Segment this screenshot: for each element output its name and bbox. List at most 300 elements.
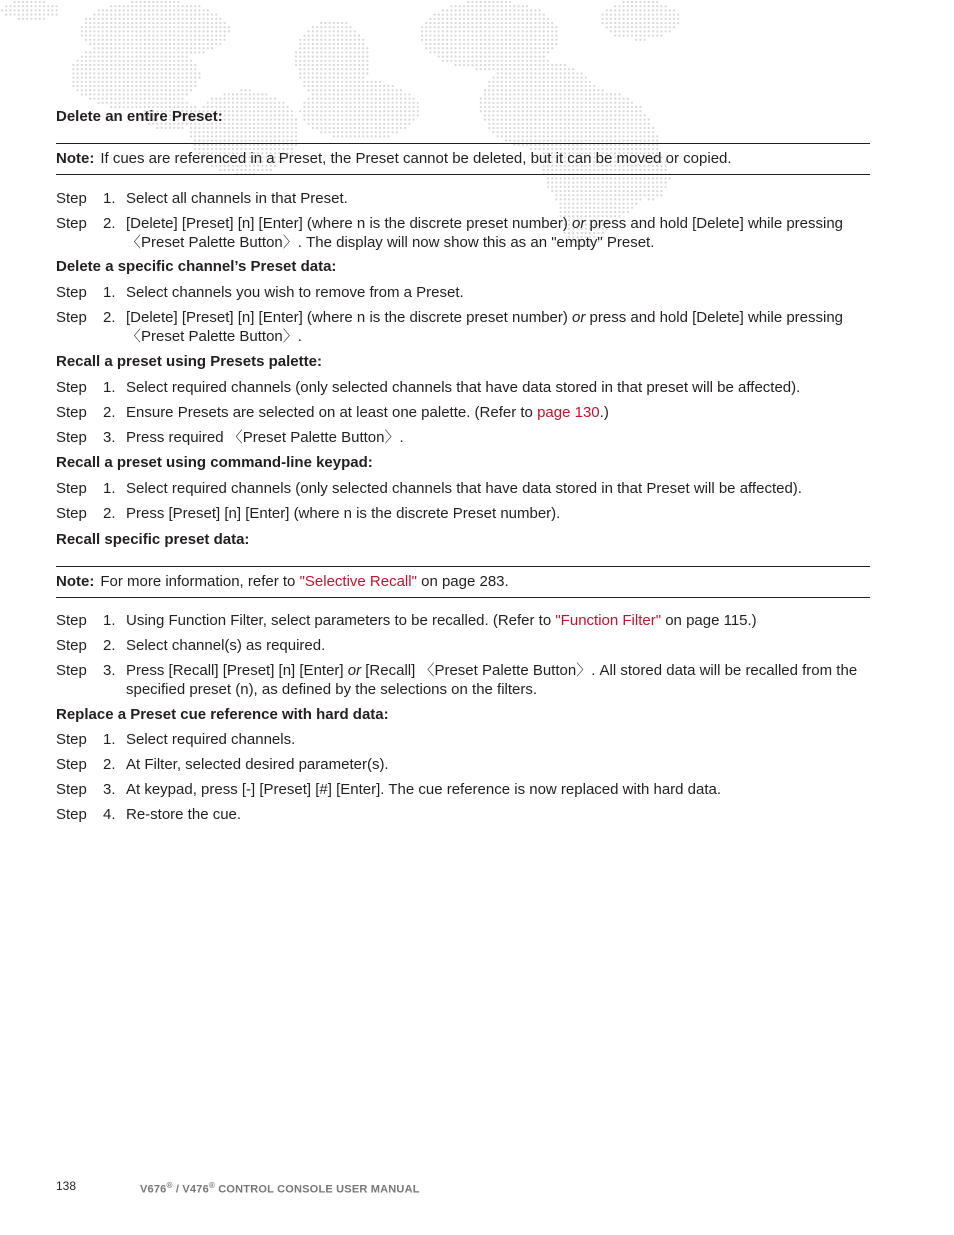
map-dot <box>618 26 620 28</box>
step-word: Step <box>56 662 87 679</box>
map-dot <box>89 43 91 45</box>
map-dot <box>144 39 146 41</box>
map-dot <box>526 30 528 32</box>
map-dot <box>127 9 129 11</box>
map-dot <box>177 9 179 11</box>
map-dot <box>455 64 457 66</box>
map-dot <box>161 14 163 16</box>
map-dot <box>152 26 154 28</box>
map-dot <box>471 39 473 41</box>
map-dot <box>333 60 335 62</box>
map-dot <box>480 22 482 24</box>
map-dot <box>505 14 507 16</box>
map-dot <box>135 102 137 104</box>
map-dot <box>354 102 356 104</box>
map-dot <box>253 93 255 95</box>
map-dot <box>81 85 83 87</box>
map-dot <box>312 68 314 70</box>
map-dot <box>161 26 163 28</box>
map-dot <box>362 93 364 95</box>
map-dot <box>581 89 583 91</box>
map-dot <box>459 47 461 49</box>
map-dot <box>228 102 230 104</box>
map-dot <box>144 68 146 70</box>
map-dot <box>106 9 108 11</box>
map-dot <box>614 102 616 104</box>
map-dot <box>639 9 641 11</box>
map-dot <box>526 47 528 49</box>
step-word: Step <box>56 284 87 301</box>
map-dot <box>539 60 541 62</box>
map-dot <box>341 64 343 66</box>
map-dot <box>526 5 528 7</box>
selective-recall-link[interactable]: "Selective Recall" <box>299 573 417 590</box>
map-dot <box>177 93 179 95</box>
map-dot <box>610 14 612 16</box>
map-dot <box>123 51 125 53</box>
map-dot <box>547 60 549 62</box>
map-dot <box>345 98 347 100</box>
map-dot <box>589 85 591 87</box>
map-dot <box>484 14 486 16</box>
map-dot <box>140 30 142 32</box>
map-dot <box>186 60 188 62</box>
map-dot <box>337 102 339 104</box>
map-dot <box>505 9 507 11</box>
map-dot <box>665 18 667 20</box>
step-number: 1. <box>103 190 116 207</box>
map-dot <box>152 68 154 70</box>
map-dot <box>345 60 347 62</box>
map-dot <box>581 98 583 100</box>
step-item <box>56 611 870 630</box>
map-dot <box>203 43 205 45</box>
map-dot <box>476 9 478 11</box>
map-dot <box>547 47 549 49</box>
map-dot <box>194 39 196 41</box>
note-label: Note: <box>56 573 95 590</box>
map-dot <box>505 51 507 53</box>
map-dot <box>547 39 549 41</box>
map-dot <box>644 9 646 11</box>
map-dot <box>135 89 137 91</box>
map-dot <box>354 60 356 62</box>
map-dot <box>581 77 583 79</box>
map-dot <box>119 9 121 11</box>
map-dot <box>190 89 192 91</box>
map-dot <box>119 35 121 37</box>
map-dot <box>543 89 545 91</box>
map-dot <box>169 9 171 11</box>
map-dot <box>89 22 91 24</box>
map-dot <box>492 18 494 20</box>
map-dot <box>635 39 637 41</box>
step-item <box>56 214 870 252</box>
map-dot <box>333 68 335 70</box>
map-dot <box>480 35 482 37</box>
map-dot <box>497 26 499 28</box>
map-dot <box>530 102 532 104</box>
page-link[interactable]: page 130 <box>537 404 600 421</box>
map-dot <box>526 64 528 66</box>
map-dot <box>350 51 352 53</box>
map-dot <box>476 60 478 62</box>
map-dot <box>123 77 125 79</box>
map-dot <box>316 68 318 70</box>
map-dot <box>194 9 196 11</box>
map-dot <box>253 98 255 100</box>
map-dot <box>333 93 335 95</box>
map-dot <box>392 93 394 95</box>
map-dot <box>366 72 368 74</box>
map-dot <box>471 22 473 24</box>
map-dot <box>572 98 574 100</box>
map-dot <box>555 26 557 28</box>
map-dot <box>177 89 179 91</box>
map-dot <box>476 51 478 53</box>
map-dot <box>152 47 154 49</box>
map-dot <box>182 51 184 53</box>
map-dot <box>106 35 108 37</box>
map-dot <box>177 47 179 49</box>
map-dot <box>51 5 53 7</box>
map-dot <box>560 77 562 79</box>
map-dot <box>190 35 192 37</box>
map-dot <box>198 9 200 11</box>
map-dot <box>114 93 116 95</box>
map-dot <box>186 85 188 87</box>
map-dot <box>127 81 129 83</box>
map-dot <box>618 35 620 37</box>
map-dot <box>354 89 356 91</box>
map-dot <box>526 68 528 70</box>
map-dot <box>518 14 520 16</box>
section-heading: Delete an entire Preset: <box>56 108 223 125</box>
map-dot <box>127 77 129 79</box>
map-dot <box>135 26 137 28</box>
map-dot <box>627 1 629 3</box>
map-dot <box>240 89 242 91</box>
map-dot <box>497 9 499 11</box>
map-dot <box>656 18 658 20</box>
map-dot <box>194 5 196 7</box>
step-text: Using Function Filter, select parameters to be recalled. (Refer to "Function Filter" on page 115.) <box>126 612 757 629</box>
map-dot <box>656 9 658 11</box>
function-filter-link[interactable]: "Function Filter" <box>555 612 662 629</box>
map-dot <box>341 68 343 70</box>
map-dot <box>177 35 179 37</box>
map-dot <box>81 93 83 95</box>
map-dot <box>156 35 158 37</box>
map-dot <box>614 30 616 32</box>
map-dot <box>648 14 650 16</box>
map-dot <box>320 35 322 37</box>
map-dot <box>161 47 163 49</box>
map-dot <box>324 22 326 24</box>
map-dot <box>425 39 427 41</box>
step-text: Select required channels (only selected channels that have data stored in that preset will be affected). <box>126 379 801 396</box>
step-item <box>56 504 870 523</box>
map-dot <box>392 98 394 100</box>
map-dot <box>203 18 205 20</box>
map-dot <box>161 35 163 37</box>
map-dot <box>610 26 612 28</box>
map-dot <box>476 68 478 70</box>
map-dot <box>144 9 146 11</box>
map-dot <box>576 89 578 91</box>
map-dot <box>375 98 377 100</box>
map-dot <box>333 72 335 74</box>
map-dot <box>602 102 604 104</box>
map-dot <box>450 56 452 58</box>
map-dot <box>345 93 347 95</box>
map-dot <box>648 18 650 20</box>
map-dot <box>455 18 457 20</box>
map-dot <box>463 18 465 20</box>
map-dot <box>198 18 200 20</box>
map-dot <box>480 43 482 45</box>
map-dot <box>320 51 322 53</box>
map-dot <box>505 39 507 41</box>
map-dot <box>161 30 163 32</box>
map-dot <box>177 56 179 58</box>
step-number: 2. <box>103 404 116 421</box>
map-dot <box>39 9 41 11</box>
map-dot <box>148 14 150 16</box>
map-dot <box>513 77 515 79</box>
map-dot <box>102 60 104 62</box>
map-dot <box>522 18 524 20</box>
map-dot <box>471 35 473 37</box>
map-dot <box>547 18 549 20</box>
map-dot <box>98 56 100 58</box>
map-dot <box>492 35 494 37</box>
map-dot <box>102 47 104 49</box>
map-dot <box>555 89 557 91</box>
map-dot <box>429 22 431 24</box>
map-dot <box>333 102 335 104</box>
map-dot <box>98 77 100 79</box>
map-dot <box>442 14 444 16</box>
map-dot <box>333 26 335 28</box>
map-dot <box>110 89 112 91</box>
map-dot <box>543 64 545 66</box>
step-word: Step <box>56 190 87 207</box>
map-dot <box>303 35 305 37</box>
map-dot <box>156 56 158 58</box>
map-dot <box>492 39 494 41</box>
map-dot <box>333 64 335 66</box>
map-dot <box>173 14 175 16</box>
map-dot <box>144 5 146 7</box>
map-dot <box>148 64 150 66</box>
map-dot <box>186 47 188 49</box>
map-dot <box>312 39 314 41</box>
map-dot <box>140 64 142 66</box>
map-dot <box>450 5 452 7</box>
map-dot <box>350 26 352 28</box>
map-dot <box>488 18 490 20</box>
map-dot <box>77 89 79 91</box>
map-dot <box>85 72 87 74</box>
map-dot <box>589 81 591 83</box>
map-dot <box>539 85 541 87</box>
map-dot <box>337 81 339 83</box>
map-dot <box>492 81 494 83</box>
map-dot <box>505 68 507 70</box>
map-dot <box>98 39 100 41</box>
map-dot <box>434 51 436 53</box>
map-dot <box>173 26 175 28</box>
map-dot <box>18 9 20 11</box>
map-dot <box>476 39 478 41</box>
map-dot <box>127 51 129 53</box>
map-dot <box>480 102 482 104</box>
map-dot <box>429 51 431 53</box>
map-dot <box>484 35 486 37</box>
map-dot <box>400 89 402 91</box>
map-dot <box>425 26 427 28</box>
map-dot <box>677 14 679 16</box>
map-dot <box>135 56 137 58</box>
map-dot <box>102 93 104 95</box>
map-dot <box>35 9 37 11</box>
map-dot <box>182 60 184 62</box>
map-dot <box>35 18 37 20</box>
map-dot <box>303 47 305 49</box>
map-dot <box>471 60 473 62</box>
map-dot <box>98 35 100 37</box>
map-dot <box>173 68 175 70</box>
map-dot <box>438 43 440 45</box>
map-dot <box>455 30 457 32</box>
note-label: Note: <box>56 150 95 167</box>
step-item <box>56 479 870 498</box>
map-dot <box>408 98 410 100</box>
map-dot <box>169 39 171 41</box>
map-dot <box>93 39 95 41</box>
map-dot <box>98 14 100 16</box>
map-dot <box>131 81 133 83</box>
map-dot <box>497 81 499 83</box>
map-dot <box>505 89 507 91</box>
map-dot <box>568 85 570 87</box>
map-dot <box>459 60 461 62</box>
map-dot <box>484 1 486 3</box>
map-dot <box>203 22 205 24</box>
map-dot <box>207 39 209 41</box>
map-dot <box>152 102 154 104</box>
map-dot <box>438 26 440 28</box>
map-dot <box>85 18 87 20</box>
map-dot <box>72 81 74 83</box>
map-dot <box>484 60 486 62</box>
map-dot <box>98 9 100 11</box>
section-heading: Delete a specific channel’s Preset data: <box>56 258 337 275</box>
map-dot <box>341 89 343 91</box>
map-dot <box>110 56 112 58</box>
map-dot <box>497 98 499 100</box>
map-dot <box>177 22 179 24</box>
map-dot <box>639 35 641 37</box>
map-dot <box>434 39 436 41</box>
map-dot <box>299 77 301 79</box>
map-dot <box>85 56 87 58</box>
map-dot <box>488 60 490 62</box>
map-dot <box>215 18 217 20</box>
map-dot <box>198 35 200 37</box>
step-text: Select channel(s) as required. <box>126 637 326 654</box>
map-dot <box>169 56 171 58</box>
map-dot <box>140 89 142 91</box>
map-dot <box>476 64 478 66</box>
map-dot <box>539 98 541 100</box>
map-dot <box>127 47 129 49</box>
map-dot <box>543 18 545 20</box>
map-dot <box>501 60 503 62</box>
map-dot <box>123 85 125 87</box>
map-dot <box>455 39 457 41</box>
map-dot <box>350 43 352 45</box>
map-dot <box>492 26 494 28</box>
map-dot <box>429 43 431 45</box>
map-dot <box>585 102 587 104</box>
map-dot <box>123 14 125 16</box>
map-dot <box>442 43 444 45</box>
map-dot <box>215 30 217 32</box>
map-dot <box>530 89 532 91</box>
map-dot <box>606 102 608 104</box>
step-word: Step <box>56 404 87 421</box>
map-dot <box>455 5 457 7</box>
map-dot <box>47 5 49 7</box>
map-dot <box>135 5 137 7</box>
map-dot <box>329 77 331 79</box>
map-dot <box>119 56 121 58</box>
map-dot <box>627 18 629 20</box>
step-text: Ensure Presets are selected on at least one palette. (Refer to page 130.) <box>126 404 609 421</box>
map-dot <box>644 39 646 41</box>
map-dot <box>358 35 360 37</box>
map-dot <box>333 77 335 79</box>
map-dot <box>303 72 305 74</box>
map-dot <box>102 18 104 20</box>
map-dot <box>509 102 511 104</box>
map-dot <box>450 18 452 20</box>
map-dot <box>471 9 473 11</box>
map-dot <box>106 77 108 79</box>
step-word: Step <box>56 379 87 396</box>
map-dot <box>190 14 192 16</box>
map-dot <box>442 39 444 41</box>
map-dot <box>156 30 158 32</box>
map-dot <box>480 9 482 11</box>
map-dot <box>299 64 301 66</box>
map-dot <box>337 89 339 91</box>
map-dot <box>656 22 658 24</box>
map-dot <box>442 9 444 11</box>
map-dot <box>530 35 532 37</box>
map-dot <box>446 14 448 16</box>
map-dot <box>530 72 532 74</box>
map-dot <box>518 60 520 62</box>
map-dot <box>98 60 100 62</box>
map-dot <box>509 5 511 7</box>
map-dot <box>442 60 444 62</box>
map-dot <box>522 47 524 49</box>
map-dot <box>119 77 121 79</box>
map-dot <box>639 5 641 7</box>
